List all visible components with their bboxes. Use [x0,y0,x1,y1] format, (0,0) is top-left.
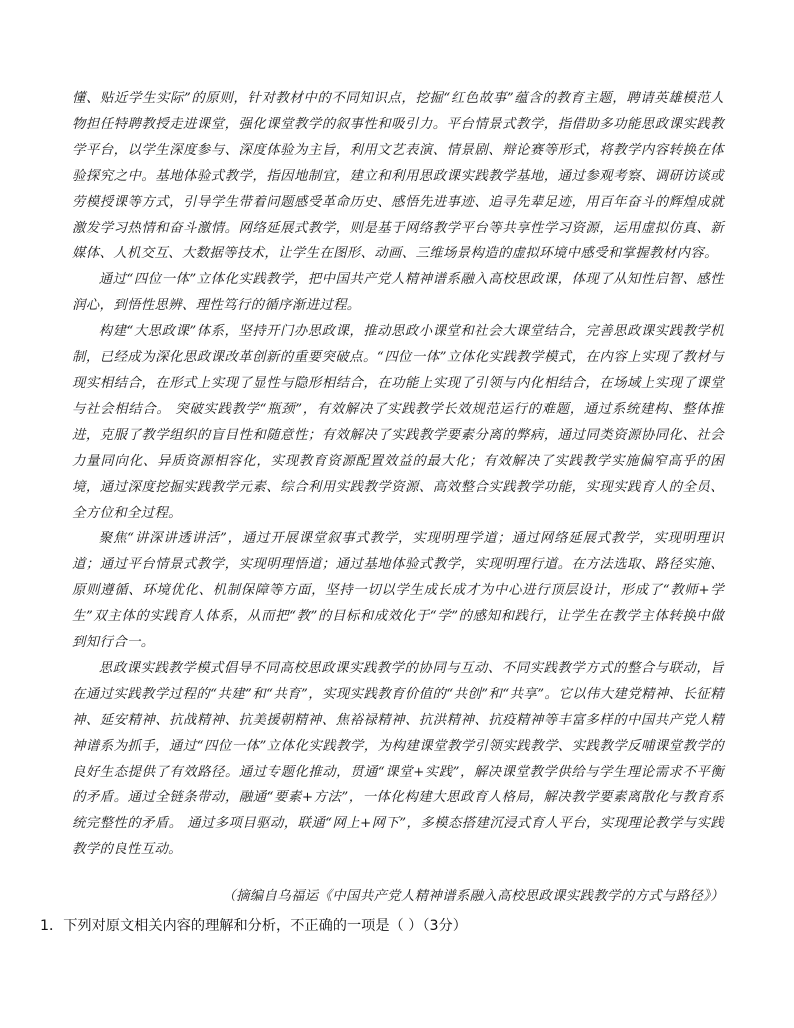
question-stem: 1．下列对原文相关内容的理解和分析，不正确的一项是（ ）（3分） [40,918,467,934]
article-paragraph: 思政课实践教学模式倡导不同高校思政课实践教学的协同与互动、不同实践教学方式的整合与联动，旨在通过实践教学过程的“共建”和“共育”，实现实践教育价值的“共创”和“共享”。它以伟大建党精神、长征精神、延安精神、抗战精神、抗美援朝精神、焦裕禄精神、抗洪精神、抗疫精神等丰富多样的中国共产党人精神谱系为抓手，通过“四位一体”立体化实践教学，为构建课堂教学引领实践教学、实践教学反哺课堂教学的良好生态提供了有效路径。通过专题化推动，贯通“课堂+实践”，解决课堂教学供给与学生理论需求不平衡的矛盾。通过全链条带动，融通“要素+方法”，一体化构建大思政育人格局，解决教学要素离散化与教育系统完整性的矛盾。 通过多项目驱动，联通“网上+网下”，多模态搭建沉浸式育人平台，实现理论教学与实践教学的良性互动。 [72,660,724,858]
article-paragraph: 懂、贴近学生实际”的原则，针对教材中的不同知识点，挖掘“红色故事”蕴含的教育主题，聘请英雄模范人物担任特聘教授走进课堂，强化课堂教学的叙事性和吸引力。平台情景式教学，指借助多功能思政课实践教学平台，以学生深度参与、深度体验为主旨，利用文艺表演、情景剧、辩论赛等形式，将教学内容转换在体验探究之中。基地体验式教学，指因地制宜，建立和利用思政课实践教学基地，通过参观考察、调研访谈或劳模授课等方式，引导学生带着问题感受革命历史、感悟先进事迹、追寻先辈足迹，用百年奋斗的辉煌成就激发学习热情和奋斗激情。网络延展式教学，则是基于网络教学平台等共享性学习资源，运用虚拟仿真、新媒体、人机交互、大数据等技术，让学生在图形、动画、三维场景构造的虚拟环境中感受和掌握教材内容。 [72,91,724,262]
article-paragraph: 聚焦“讲深讲透讲活”，通过开展课堂叙事式教学，实现明理学道；通过网络延展式教学，实现明理识道；通过平台情景式教学，实现明理悟道；通过基地体验式教学，实现明理行道。在方法选取、路径实施、原则遵循、环境优化、机制保障等方面，坚持一切以学生成长成才为中心进行顶层设计，形成了“教师+学生”双主体的实践育人体系，从而把“教”的目标和成效化于“学”的感知和践行，让学生在教学主体转换中做到知行合一。 [72,531,724,651]
article-paragraph: 构建“大思政课”体系，坚持开门办思政课，推动思政小课堂和社会大课堂结合，完善思政课实践教学机制，已经成为深化思政课改革创新的重要突破点。“四位一体”立体化实践教学模式，在内容上实现了教材与现实相结合，在形式上实现了显性与隐形相结合，在功能上实现了引领与内化相结合，在场域上实现了课堂与社会相结合。 突破实践教学“瓶颈”，有效解决了实践教学长效规范运行的难题，通过系统建构、整体推进，克服了教学组织的盲目性和随意性；有效解决了实践教学要素分离的弊病，通过同类资源协同化、社会力量同向化、异质资源相容化，实现教育资源配置效益的最大化；有效解决了实践教学实施偏窄高乎的困境，通过深度挖掘实践教学元素、综合利用实践教学资源、高效整合实践教学功能，实现实践育人的全员、全方位和全过程。 [72,324,724,521]
article-paragraph: 通过“四位一体”立体化实践教学，把中国共产党人精神谱系融入高校思政课，体现了从知性启智、感性润心，到悟性思辨、理性笃行的循序渐进过程。 [72,272,724,314]
article-source: （摘编自乌福运《中国共产党人精神谱系融入高校思政课实践教学的方式与路径》） [222,889,724,904]
article-body [72,86,724,863]
